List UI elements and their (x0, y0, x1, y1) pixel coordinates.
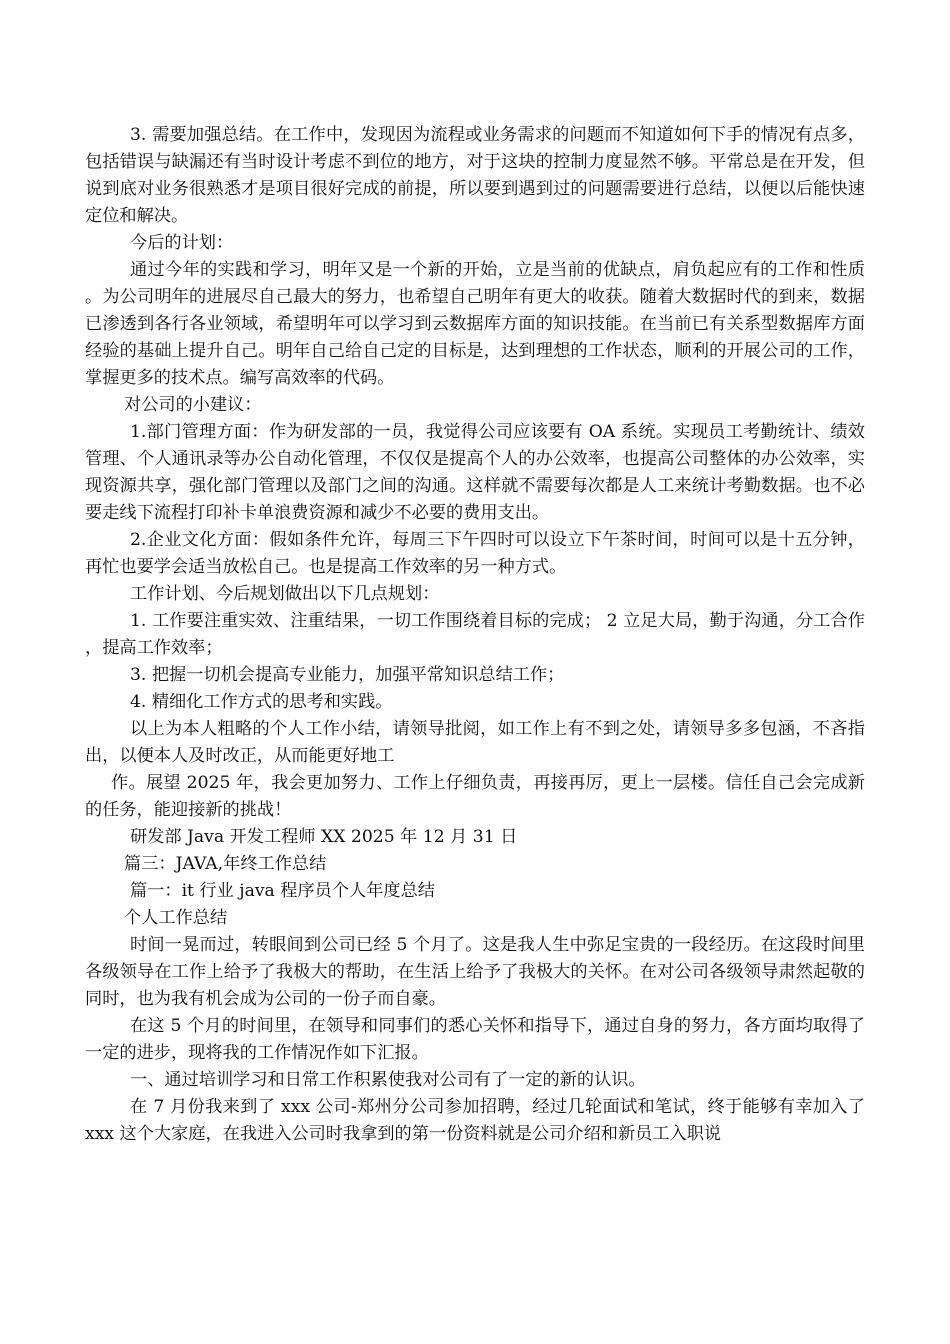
paragraph-suggestion-2: 2.企业文化方面：假如条件允许，每周三下午四时可以设立下午茶时间，时间可以是十五分钟，再忙也要学会适当放松自己。也是提高工作效率的另一种方式。 (85, 530, 865, 577)
paragraph-joining-company: 在 7 月份我来到了 xxx 公司-郑州分公司参加招聘，经过几轮面试和笔试，终于能够有幸加入了 xxx 这个大家庭，在我进入公司时我拿到的第一份资料就是公司介绍和新员工入职说 (85, 1097, 865, 1144)
paragraph-closing: 以上为本人粗略的个人工作小结，请领导批阅，如工作上有不到之处，请领导多多包涵，不吝指出，以便本人及时改正，从而能更好地工 (85, 719, 865, 766)
document-body (85, 122, 865, 1148)
paragraph-progress: 在这 5 个月的时间里，在领导和同事们的悉心关怀和指导下，通过自身的努力，各方面均取得了一定的进步，现将我的工作情况作如下汇报。 (85, 1016, 865, 1063)
paragraph-plan-item-1: 1. 工作要注重实效、注重结果，一切工作围绕着目标的完成； 2 立足大局，勤于沟通，分工合作，提高工作效率； (85, 611, 865, 658)
paragraph-future-plan: 通过今年的实践和学习，明年又是一个新的开始，立是当前的优缺点，肩负起应有的工作和性质。为公司明年的进展尽自己最大的努力，也希望自己明年有更大的收获。随着大数据时代的到来，数据已渗透到各行各业领域，希望明年可以学习到云数据库方面的知识技能。在当前已有关系型数据库方面经验的基础上提升自己。明年自己给自己定的目标是，达到理想的工作状态，顺利的开展公司的工作，掌握更多的技术点。编写高效率的代码。 (85, 260, 865, 388)
paragraph-suggestion-1: 1.部门管理方面：作为研发部的一员，我觉得公司应该要有 OA 系统。实现员工考勤统计、绩效管理、个人通讯录等办公自动化管理，不仅仅是提高个人的办公效率，也提高公司整体的办公效率，实现资源共享，强化部门管理以及部门之间的沟通。这样就不需要每次都是人工来统计考勤数据。也不必要走线下流程打印补卡单浪费资源和减少不必要的费用支出。 (85, 422, 865, 523)
paragraph-plan-item-4: 4. 精细化工作方式的思考和实践。 (130, 692, 393, 712)
paragraph-plan-item-3: 3. 把握一切机会提高专业能力，加强平常知识总结工作； (130, 665, 565, 685)
paragraph-suggestions-heading: 对公司的小建议： (124, 395, 262, 415)
paragraph-outlook: 作。展望 2025 年，我会更加努力、工作上仔细负责，再接再厉，更上一层楼。信任自己会完成新的任务，能迎接新的挑战！ (85, 773, 865, 820)
paragraph-planning-heading: 工作计划、今后规划做出以下几点规划： (130, 584, 440, 604)
paragraph-signature: 研发部 Java 开发工程师 XX 2025 年 12 月 31 日 (130, 827, 518, 847)
paragraph-personal-summary-title: 个人工作总结 (124, 908, 228, 928)
paragraph-summary-point-3: 3. 需要加强总结。在工作中，发现因为流程或业务需求的问题而不知道如何下手的情况有点多，包括错误与缺漏还有当时设计考虑不到位的地方，对于这块的控制力度显然不够。平常总是在开发，但说到底对业务很熟悉才是项目很好完成的前提，所以要到遇到过的问题需要进行总结，以便以后能快速定位和解决。 (85, 125, 865, 226)
paragraph-section-title-3: 篇三：JAVA,年终工作总结 (124, 854, 327, 874)
paragraph-section-title-1: 篇一：it 行业 java 程序员个人年度总结 (130, 881, 435, 901)
paragraph-future-plan-heading: 今后的计划： (130, 233, 234, 253)
paragraph-intro: 时间一晃而过，转眼间到公司已经 5 个月了。这是我人生中弥足宝贵的一段经历。在这段时间里各级领导在工作上给予了我极大的帮助，在生活上给予了我极大的关怀。在对公司各级领导肃然起敬的同时，也为我有机会成为公司的一份子而自豪。 (85, 935, 865, 1009)
paragraph-section-one-heading: 一、通过培训学习和日常工作积累使我对公司有了一定的新的认识。 (130, 1070, 646, 1090)
